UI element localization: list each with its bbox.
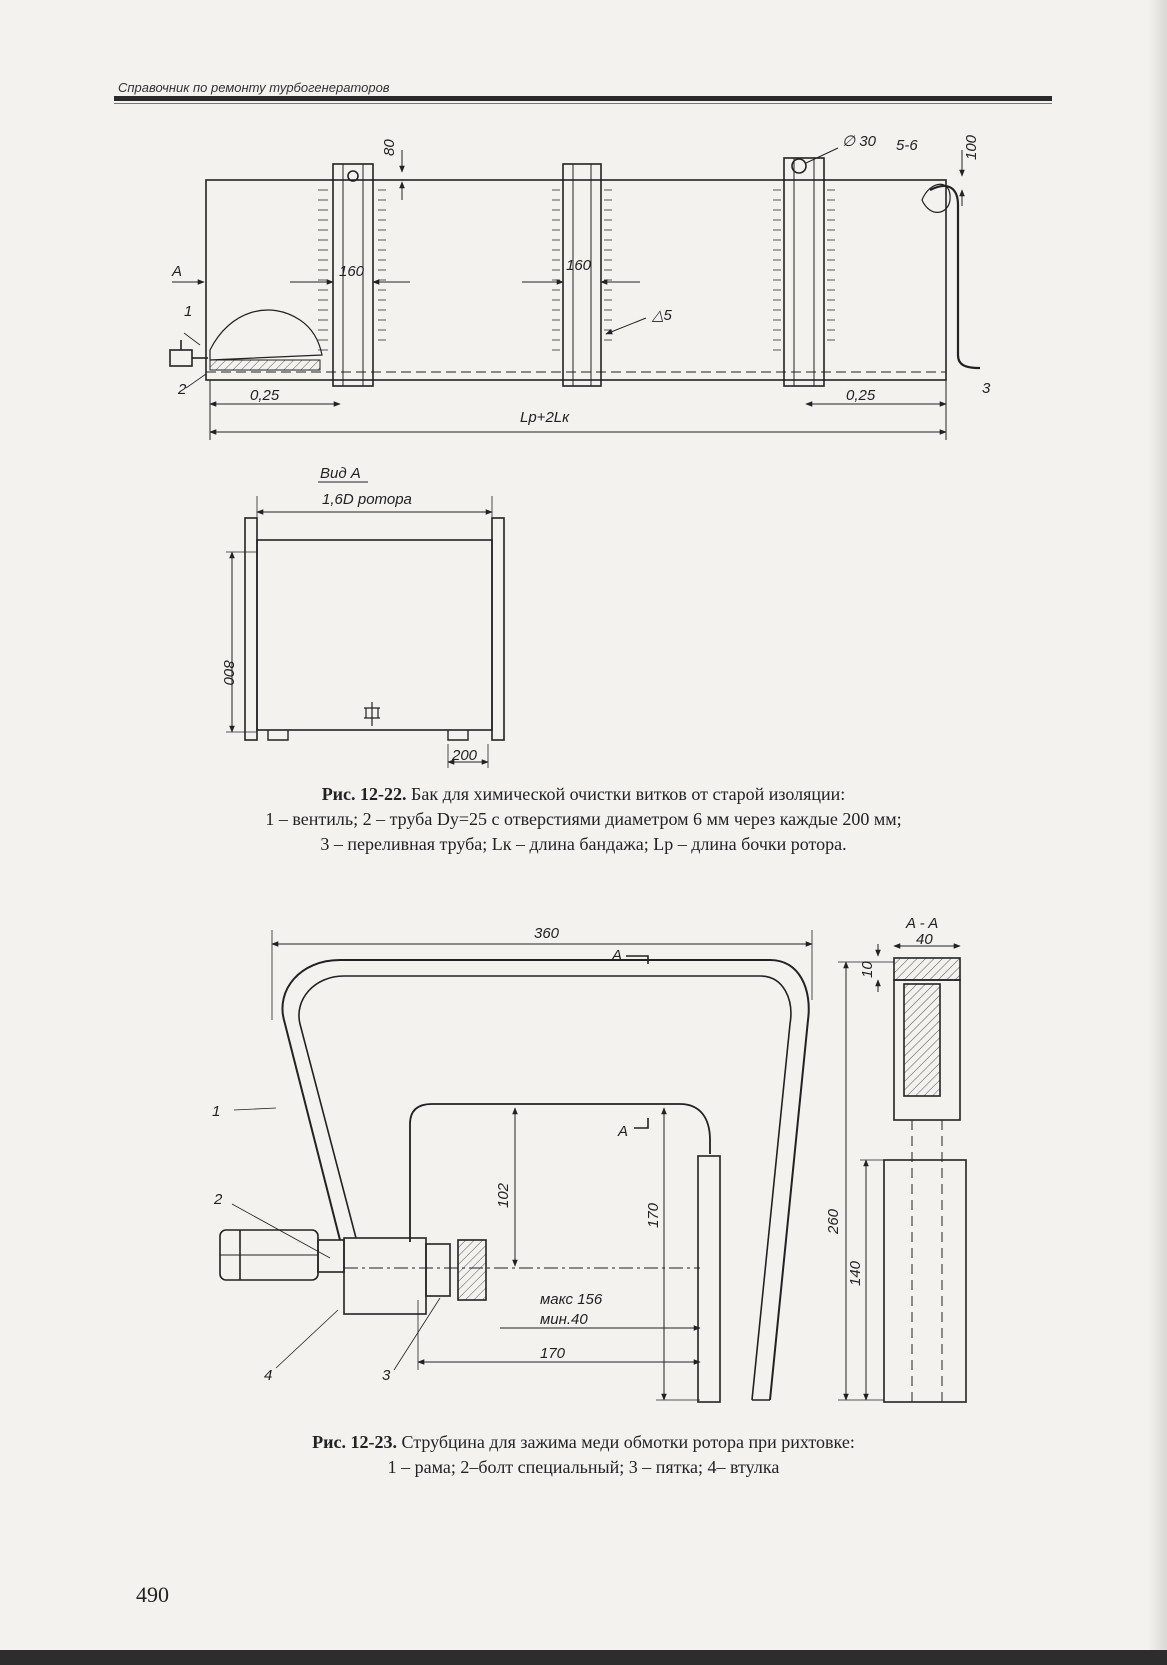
callout-3: 3 [982, 380, 991, 397]
caption-line2-12-23: 1 – рама; 2–болт специальный; 3 – пятка; 4– втулка [387, 1457, 780, 1477]
dim-fraction-right: 0,25 [846, 387, 876, 404]
view-arrow-label: A [172, 263, 183, 280]
figure-caption-12-22 [0, 782, 1167, 857]
caption-line2-12-22: 1 – вентиль; 2 – труба Dу=25 с отверстиями диаметром 6 мм через каждые 200 мм; [265, 809, 902, 829]
caption-title-12-22: Бак для химической очистки витков от старой изоляции: [411, 784, 846, 804]
view-a-labels [220, 465, 478, 764]
dim-5-6: 5-6 [896, 137, 918, 154]
dim-100: 100 [963, 134, 980, 160]
dim-40: 40 [916, 931, 933, 948]
caption-label-12-23: Рис. 12-23. [312, 1432, 397, 1452]
dim-102: 102 [495, 1182, 512, 1208]
view-a-drawing [226, 482, 504, 768]
callout-1: 1 [184, 303, 193, 320]
scan-bottom-band [0, 1650, 1167, 1665]
dim-260: 260 [825, 1208, 842, 1234]
dim-80: 80 [381, 139, 398, 156]
callout-bolt: 2 [214, 1191, 223, 1208]
dim-max: макс 156 [540, 1291, 603, 1308]
clamp-dimension-labels [212, 915, 938, 1384]
callout-2: 2 [178, 381, 187, 398]
dim-10: 10 [859, 961, 876, 978]
weld-symbol: △5 [652, 307, 672, 324]
callout-frame: 1 [212, 1103, 221, 1120]
dim-30: ∅ 30 [842, 133, 876, 150]
rib-middle [563, 164, 601, 386]
tank-dimension-labels [171, 133, 991, 426]
callout-sleeve: 4 [264, 1367, 273, 1384]
callout-heel: 3 [382, 1367, 391, 1384]
section-mark-top: A [612, 947, 623, 964]
caption-label-12-22: Рис. 12-22. [321, 784, 407, 804]
dim-170-vertical: 170 [645, 1202, 662, 1228]
view-a-spacing: 200 [452, 747, 478, 764]
view-a-height: 800 [220, 660, 237, 686]
view-a-width: 1,6D ротора [322, 491, 412, 508]
dim-360: 360 [534, 925, 560, 942]
running-title: Справочник по ремонту турбогенераторов [118, 80, 390, 95]
section-mark-mid: A [618, 1123, 629, 1140]
dim-140: 140 [847, 1260, 864, 1286]
dim-total-length: Lp+2Lк [520, 409, 570, 426]
dim-min: мин.40 [540, 1311, 588, 1328]
dim-fraction-left: 0,25 [250, 387, 280, 404]
caption-line3-12-22: 3 – переливная труба; Lк – длина бандажа; Lр – длина бочки ротора. [320, 834, 847, 854]
dim-170-horizontal: 170 [540, 1345, 566, 1362]
caption-title-12-23: Струбцина для зажима меди обмотки ротора при рихтовке: [401, 1432, 855, 1452]
rib-right [784, 158, 824, 386]
dim-160-left: 160 [339, 263, 365, 280]
view-a-title: Вид А [320, 465, 361, 482]
figure-caption-12-23 [0, 1430, 1167, 1480]
dim-160-middle: 160 [566, 257, 592, 274]
clamp-drawing [220, 930, 966, 1402]
section-title: A - A [906, 915, 939, 932]
page-number: 490 [136, 1582, 169, 1607]
